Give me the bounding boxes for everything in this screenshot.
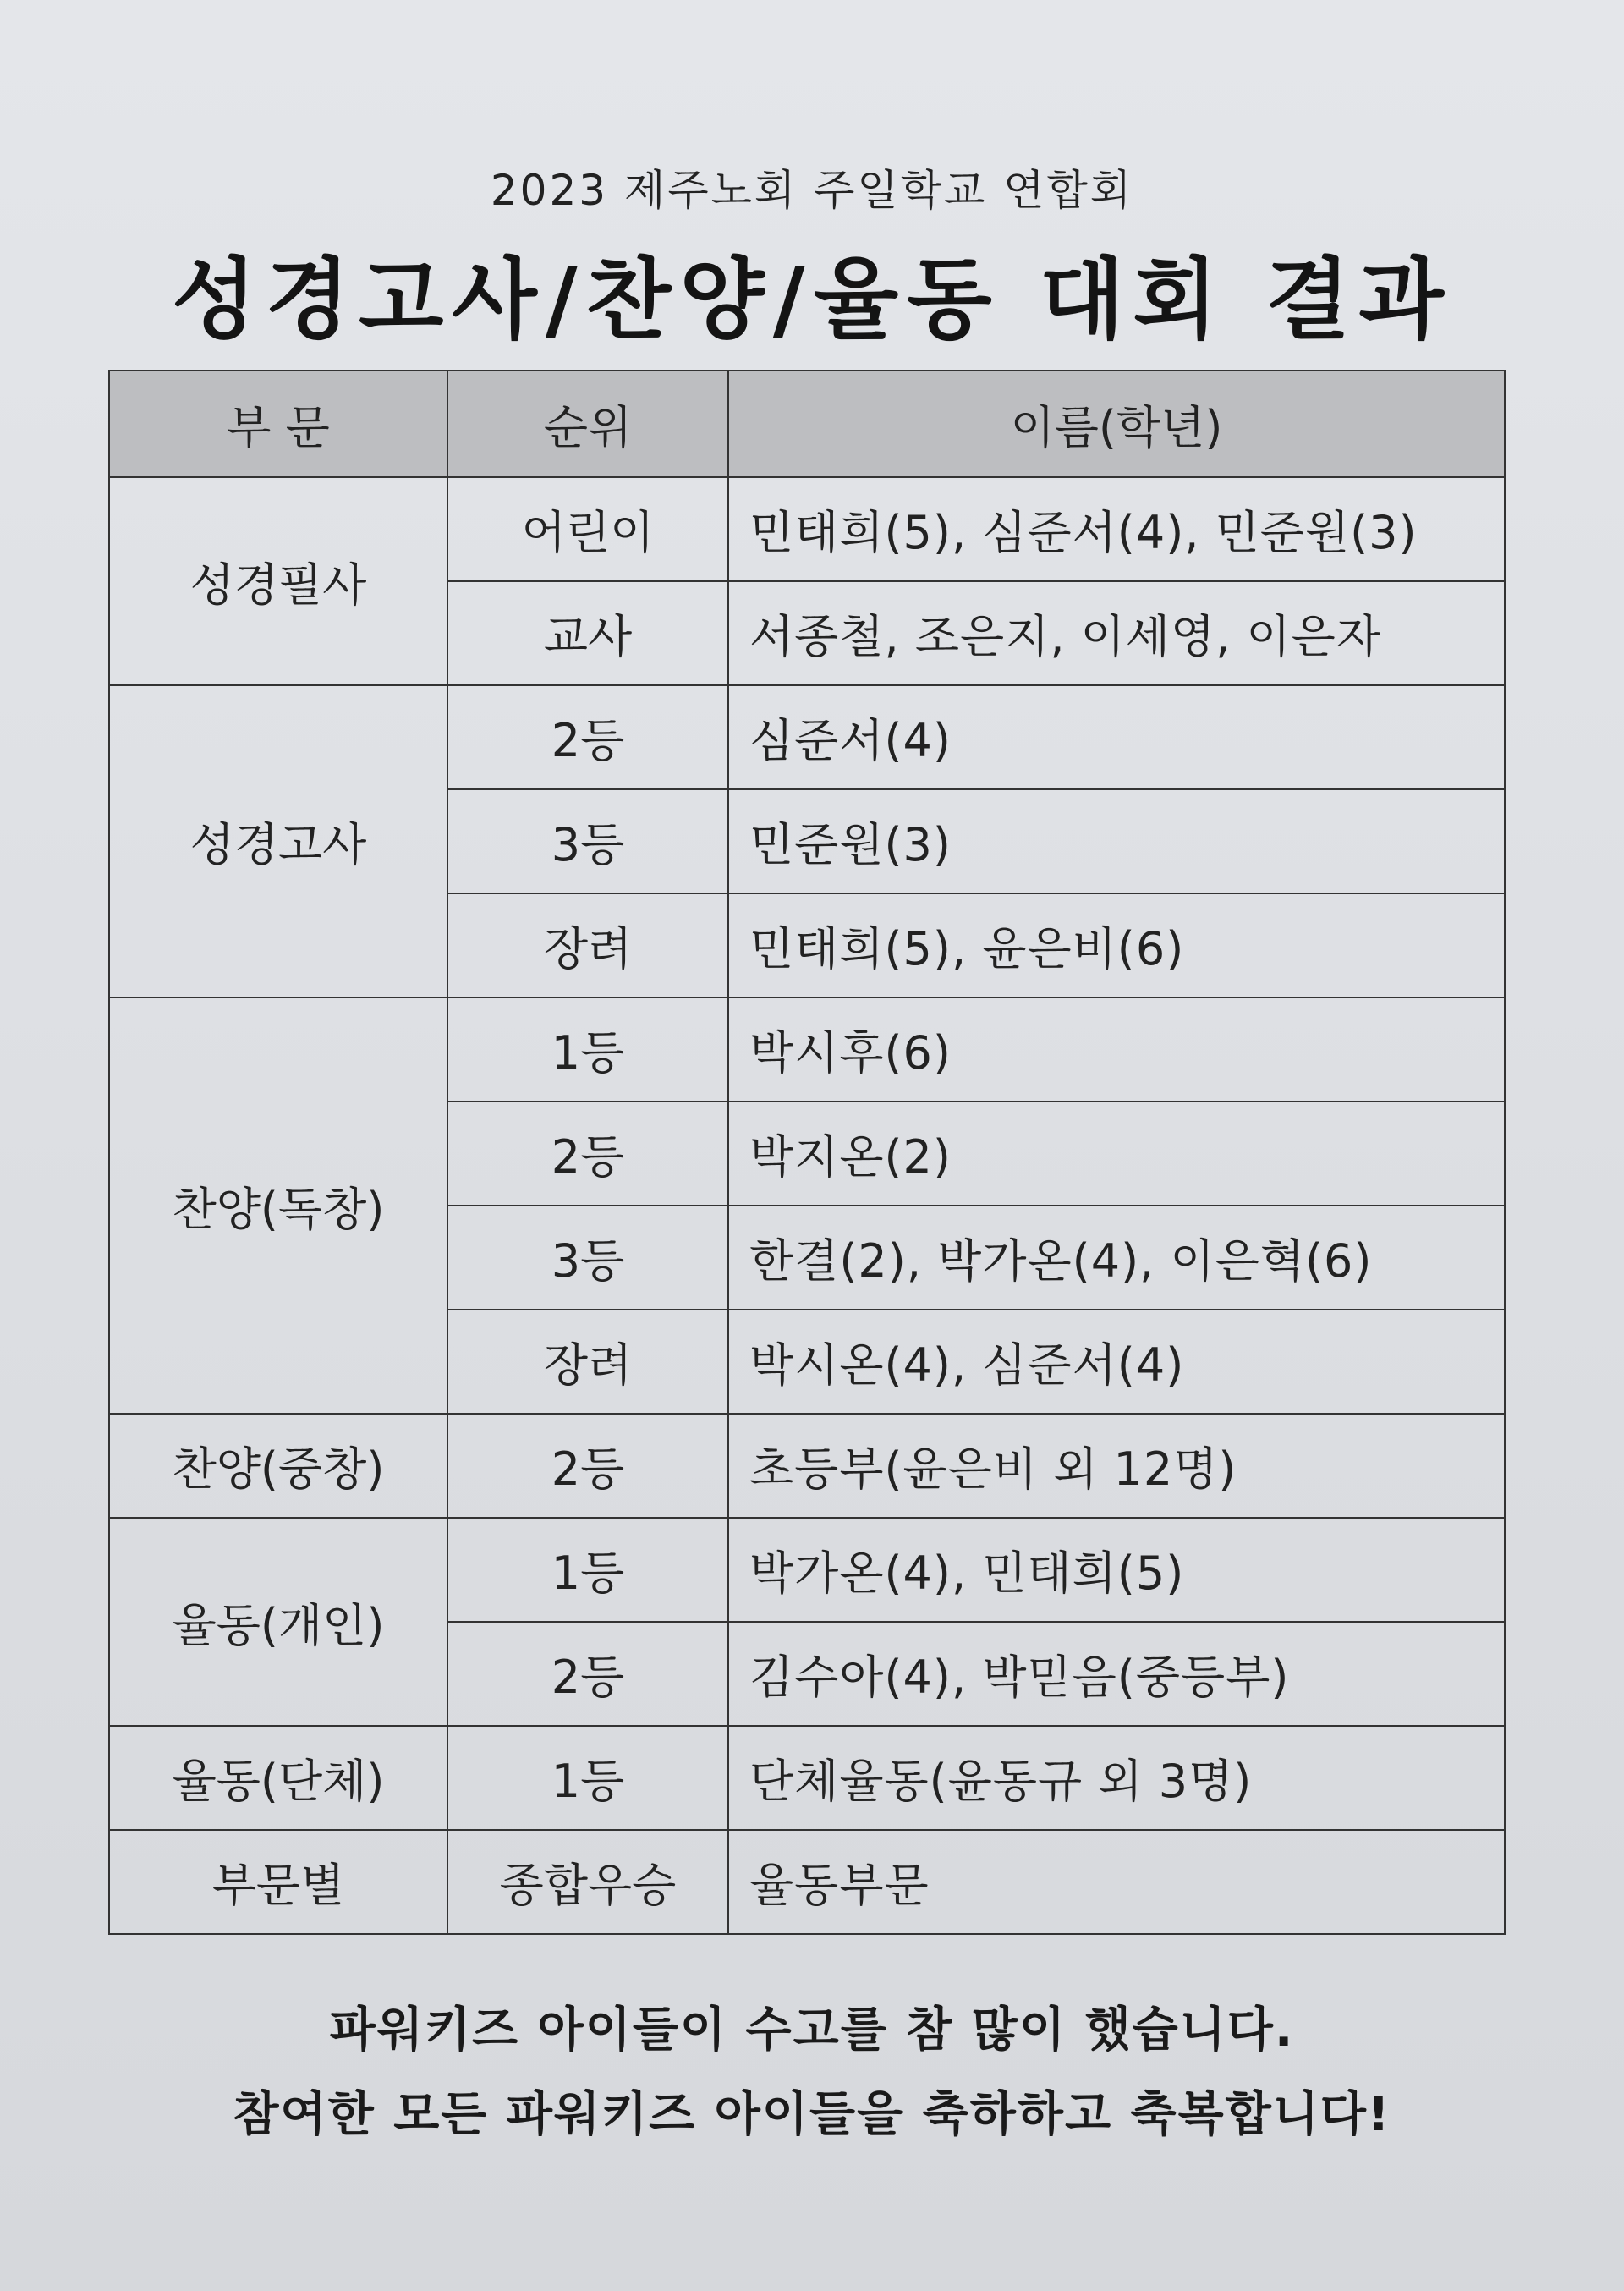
rank-cell: 장려 [447,1310,728,1414]
table-row [109,997,1505,1102]
document-title: 성경고사/찬양/율동 대회 결과 [172,247,1452,351]
names-cell: 민태희(5), 윤은비(6) [728,893,1505,997]
header-names: 이름(학년) [728,371,1505,477]
results-body [109,477,1505,1934]
rank-cell: 종합우승 [447,1830,728,1934]
rank-cell: 2등 [447,1102,728,1206]
category-cell: 율동(단체) [109,1726,447,1830]
names-cell: 김수아(4), 박믿음(중등부) [728,1622,1505,1726]
names-cell: 박지온(2) [728,1102,1505,1206]
table-row [109,1830,1505,1934]
rank-cell: 3등 [447,1206,728,1310]
rank-cell: 3등 [447,789,728,893]
names-cell: 단체율동(윤동규 외 3명) [728,1726,1505,1830]
rank-cell: 1등 [447,1518,728,1622]
names-cell: 박가온(4), 민태희(5) [728,1518,1505,1622]
names-cell: 민태희(5), 심준서(4), 민준원(3) [728,477,1505,581]
rank-cell: 1등 [447,1726,728,1830]
header-rank: 순위 [447,371,728,477]
footer-line-1: 파워키즈 아이들이 수고를 참 많이 했습니다. [329,2003,1295,2058]
rank-cell: 장려 [447,893,728,997]
table-row [109,1518,1505,1622]
table-row [109,1726,1505,1830]
category-cell: 성경필사 [109,477,447,685]
footer-line-2: 참여한 모든 파워키즈 아이들을 축하하고 축복합니다! [233,2087,1391,2142]
category-cell: 율동(개인) [109,1518,447,1726]
results-table [108,370,1506,1935]
rank-cell: 어린이 [447,477,728,581]
names-cell: 서종철, 조은지, 이세영, 이은자 [728,581,1505,685]
category-cell: 찬양(독창) [109,997,447,1414]
table-row [109,685,1505,789]
names-cell: 박시후(6) [728,997,1505,1102]
names-cell: 박시온(4), 심준서(4) [728,1310,1505,1414]
rank-cell: 교사 [447,581,728,685]
category-cell: 찬양(중창) [109,1414,447,1518]
category-cell: 부문별 [109,1830,447,1934]
rank-cell: 1등 [447,997,728,1102]
table-row [109,1414,1505,1518]
names-cell: 초등부(윤은비 외 12명) [728,1414,1505,1518]
document-subtitle: 2023 제주노회 주일학교 연합회 [490,166,1134,215]
names-cell: 심준서(4) [728,685,1505,789]
rank-cell: 2등 [447,1414,728,1518]
table-row [109,477,1505,581]
rank-cell: 2등 [447,685,728,789]
table-header-row [109,371,1505,477]
names-cell: 민준원(3) [728,789,1505,893]
rank-cell: 2등 [447,1622,728,1726]
names-cell: 한결(2), 박가온(4), 이은혁(6) [728,1206,1505,1310]
category-cell: 성경고사 [109,685,447,997]
header-category: 부 문 [109,371,447,477]
names-cell: 율동부문 [728,1830,1505,1934]
